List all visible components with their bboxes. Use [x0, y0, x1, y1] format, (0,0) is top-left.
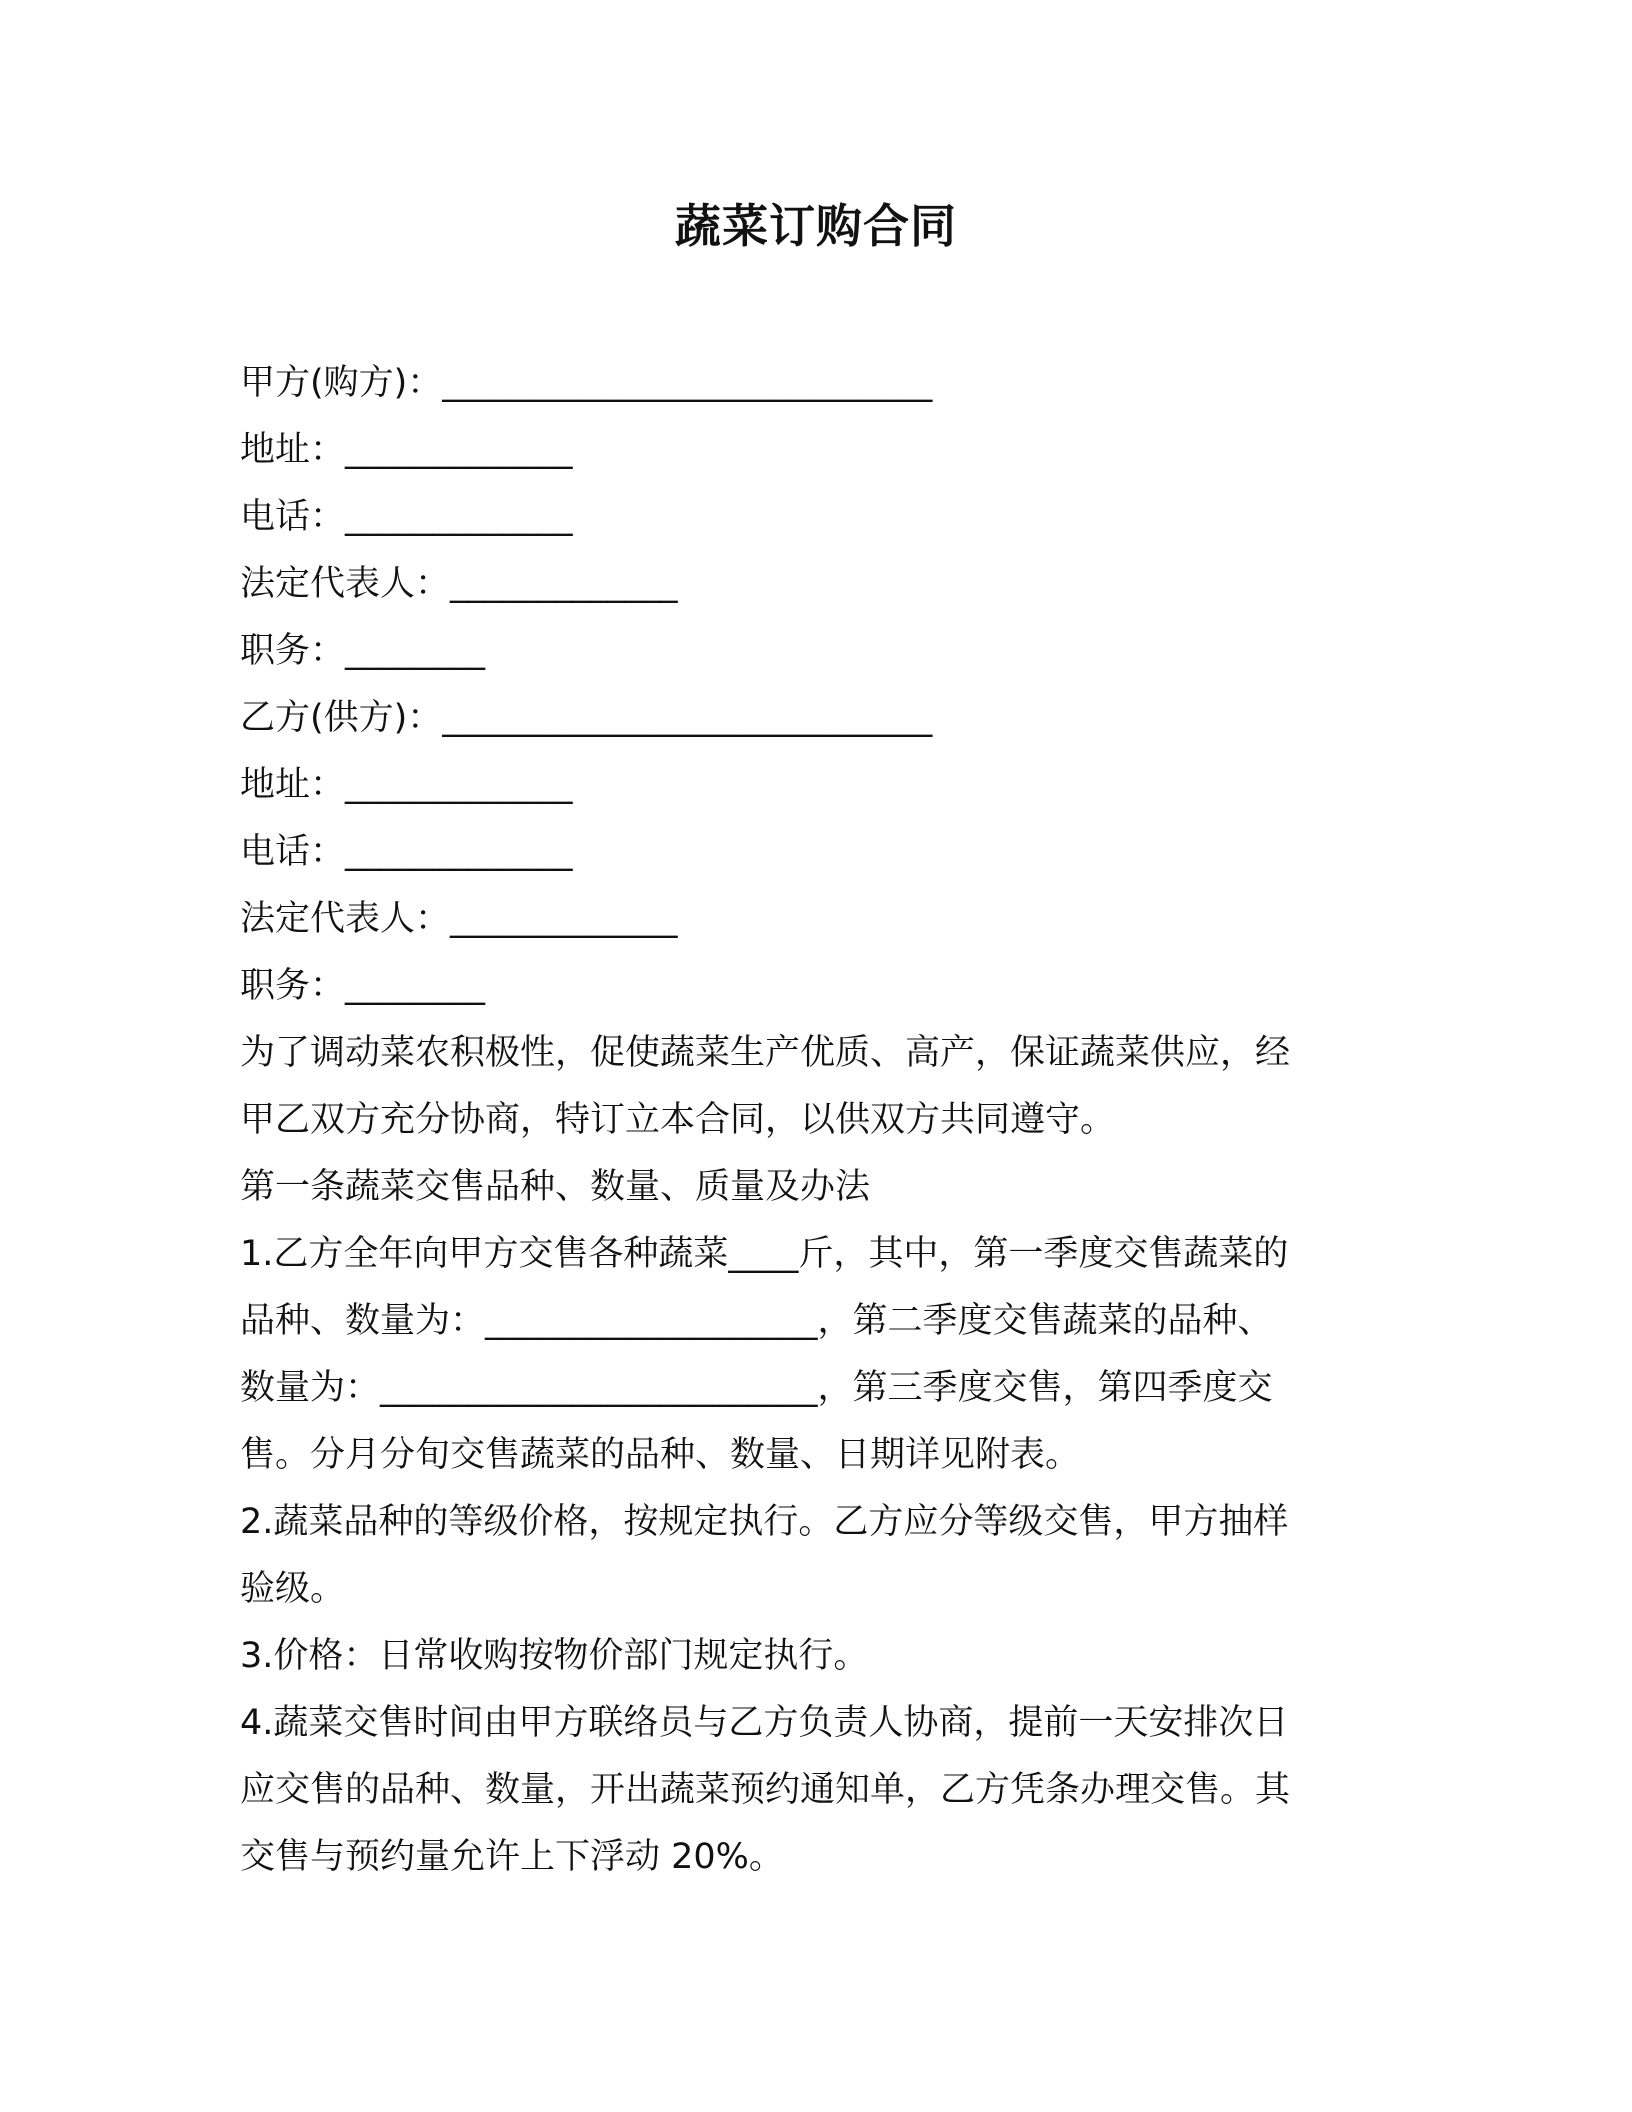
clause-2-line: 验级。 [240, 1569, 346, 1609]
party-a-address-field: 地址：_____________ [240, 430, 573, 470]
clause-1-line: 1.乙方全年向甲方交售各种蔬菜____斤，其中，第一季度交售蔬菜的 [240, 1234, 1289, 1274]
party-a-position-field: 职务：________ [240, 631, 486, 671]
party-b-position-field: 职务：________ [240, 966, 486, 1006]
preamble-line: 为了调动菜农积极性，促使蔬菜生产优质、高产，保证蔬菜供应，经 [240, 1033, 1291, 1073]
clause-1-line: 品种、数量为：___________________，第二季度交售蔬菜的品种、 [240, 1301, 1273, 1341]
party-a-name-field: 甲方(购方)：____________________________ [240, 363, 933, 403]
clause-4 [240, 1690, 1370, 1891]
preamble-line: 甲乙双方充分协商，特订立本合同，以供双方共同遵守。 [240, 1100, 1116, 1140]
party-b-section [240, 685, 1370, 1020]
clause-4-line: 4.蔬菜交售时间由甲方联络员与乙方负责人协商，提前一天安排次日 [240, 1703, 1289, 1743]
party-b-legal-rep-field: 法定代表人：_____________ [240, 899, 678, 939]
document-body [240, 350, 1370, 1891]
clause-4-line: 应交售的品种、数量，开出蔬菜预约通知单，乙方凭条办理交售。其 [240, 1770, 1291, 1810]
document-title: 蔬菜订购合同 [675, 199, 957, 253]
clause-2-line: 2.蔬菜品种的等级价格，按规定执行。乙方应分等级交售，甲方抽样 [240, 1502, 1289, 1542]
preamble-paragraph [240, 1020, 1370, 1154]
party-a-legal-rep-field: 法定代表人：_____________ [240, 564, 678, 604]
party-a-section [240, 350, 1370, 685]
article-1-heading: 第一条蔬菜交售品种、数量、质量及办法 [240, 1167, 871, 1207]
party-a-phone-field: 电话：_____________ [240, 497, 573, 537]
clause-1-line: 数量为：_________________________，第三季度交售，第四季度交 [240, 1368, 1273, 1408]
clause-2 [240, 1489, 1370, 1623]
clause-1-line: 售。分月分旬交售蔬菜的品种、数量、日期详见附表。 [240, 1435, 1081, 1475]
clause-3: 3.价格：日常收购按物价部门规定执行。 [240, 1636, 869, 1676]
party-b-name-field: 乙方(供方)：____________________________ [240, 698, 933, 738]
party-b-address-field: 地址：_____________ [240, 765, 573, 805]
clause-1 [240, 1221, 1370, 1489]
clause-4-line: 交售与预约量允许上下浮动 20%。 [240, 1837, 784, 1877]
party-b-phone-field: 电话：_____________ [240, 832, 573, 872]
